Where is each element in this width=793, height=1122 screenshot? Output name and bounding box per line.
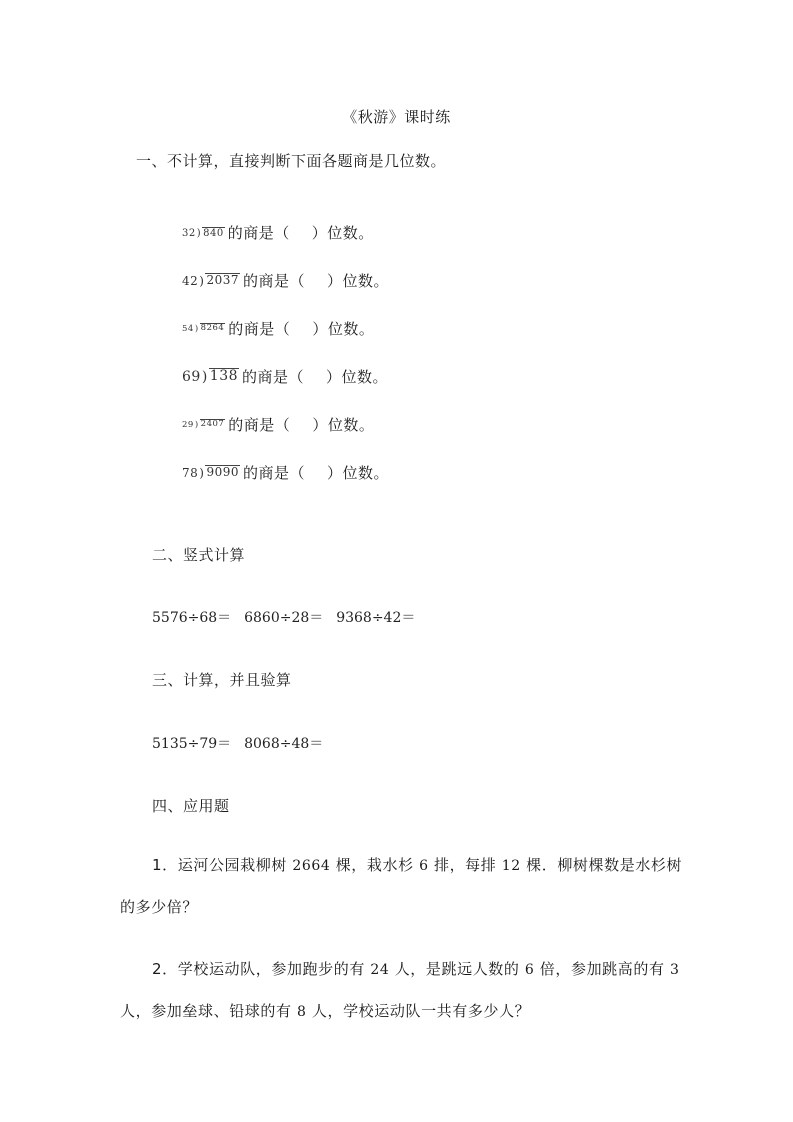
calc-problems [152, 733, 323, 753]
section-3-heading: 三、计算，并且验算 [152, 671, 292, 689]
calc-problem: 5135÷79＝ [152, 736, 232, 752]
section-4-heading: 四、应用题 [152, 797, 230, 815]
section-2-heading: 二、竖式计算 [152, 546, 246, 564]
division-expression: 32 ) 840 [182, 227, 224, 239]
division-expression: 29 ) 2407 [182, 419, 225, 430]
page-title: 《秋游》课时练 [342, 108, 451, 126]
division-expression: 69 ) 138 [182, 368, 239, 385]
calc-problem: 6860÷28＝ [244, 610, 324, 626]
section-1-heading: 一、不计算，直接判断下面各题商是几位数。 [136, 152, 447, 170]
calc-problem: 8068÷48＝ [244, 736, 324, 752]
question-1-line-2: 的多少倍？ [120, 898, 199, 916]
division-expression: 42 ) 2037 [182, 273, 240, 288]
list-item: 78 ) 9090 的商是（ ）位数。 [182, 464, 390, 482]
division-expression: 78 ) 9090 [182, 465, 240, 480]
calc-problem: 9368÷42＝ [336, 610, 416, 626]
list-item: 54 ) 8264 的商是（ ）位数。 [182, 320, 375, 338]
question-2-line-1: 2．学校运动队，参加跑步的有 24 人，是跳远人数的 6 倍，参加跳高的有 3 [152, 960, 680, 978]
question-1-line-1: 1．运河公园栽柳树 2664 棵，栽水杉 6 排，每排 12 棵．柳树棵数是水杉树 [152, 856, 683, 874]
list-item: 32 ) 840 的商是（ ）位数。 [182, 224, 374, 242]
list-item: 42 ) 2037 的商是（ ）位数。 [182, 272, 390, 290]
calc-problems [152, 607, 415, 627]
calc-problem: 5576÷68＝ [152, 610, 232, 626]
list-item: 29 ) 2407 的商是（ ）位数。 [182, 416, 375, 434]
division-expression: 54 ) 8264 [182, 323, 225, 334]
question-2-line-2: 人，参加垒球、铅球的有 8 人，学校运动队一共有多少人？ [120, 1002, 531, 1020]
list-item: 69 ) 138 的商是（ ）位数。 [182, 368, 389, 386]
